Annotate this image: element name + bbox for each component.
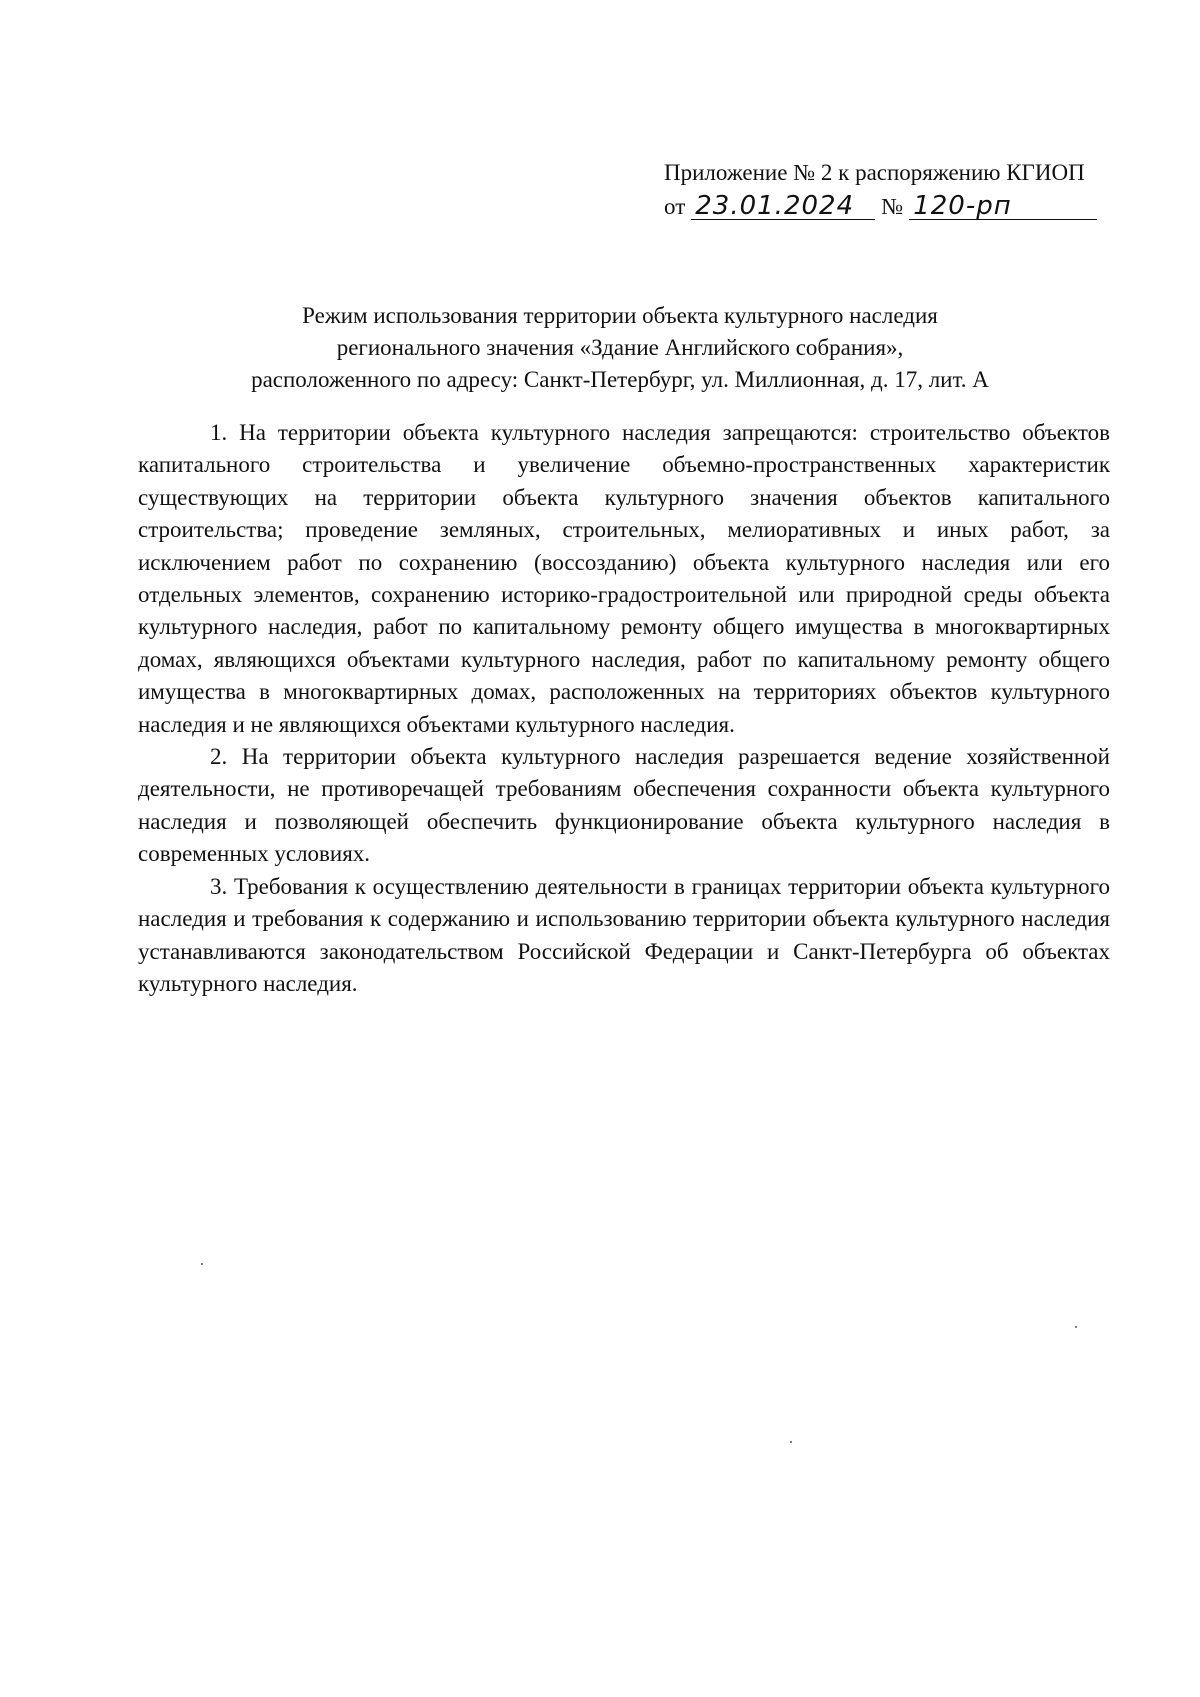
scan-speck <box>1075 1326 1077 1328</box>
title-line-2: регионального значения «Здание Английского собрания», <box>336 335 904 360</box>
scan-speck <box>201 1263 203 1265</box>
title-line-1: Режим использования территории объекта культурного наследия <box>302 303 938 328</box>
scan-speck <box>790 1441 792 1443</box>
document-body <box>138 417 1110 1000</box>
paragraph-3: 3. Требования к осуществлению деятельности в границах территории объекта культурного наследия и требования к содержанию и использованию территории объекта культурного наследия устанавливаются законодательством Российской Федерации и Санкт-Петербурга об объектах культурного наследия. <box>138 873 1110 996</box>
paragraph-1: 1. На территории объекта культурного наследия запрещаются: строительство объектов капитального строительства и увеличение объемно-пространственных характеристик существующих на территории объекта культурного значения объектов капитального строительства; проведение земляных, строительных, мелиоративных и иных работ, за исключением работ по сохранению (воссозданию) объекта культурного наследия или его отдельных элементов, сохранению историко-градостроительной или природной среды объекта культурного наследия, работ по капитальному ремонту общего имущества в многоквартирных домах, являющихся объектами культурного наследия, работ по капитальному ремонту общего имущества в многоквартирных домах, расположенных на территориях объектов культурного наследия и не являющихся объектами культурного наследия. <box>138 420 1110 737</box>
document-title <box>150 300 1090 396</box>
handwritten-number: 120-рп <box>909 193 1097 220</box>
paragraph-2: 2. На территории объекта культурного наследия разрешается ведение хозяйственной деятельности, не противоречащей требованиям обеспечения сохранности объекта культурного наследия и позволяющей обеспечить функционирование объекта культурного наследия в современных условиях. <box>138 744 1110 867</box>
title-line-3: расположенного по адресу: Санкт-Петербург, ул. Миллионная, д. 17, лит. А <box>251 367 989 392</box>
handwritten-date: 23.01.2024 <box>691 193 875 220</box>
appendix-header <box>664 156 1124 224</box>
from-label: от <box>664 194 686 219</box>
number-label: № <box>881 194 904 219</box>
appendix-title: Приложение № 2 к распоряжению КГИОП <box>664 160 1085 185</box>
appendix-date-number <box>664 190 1124 224</box>
